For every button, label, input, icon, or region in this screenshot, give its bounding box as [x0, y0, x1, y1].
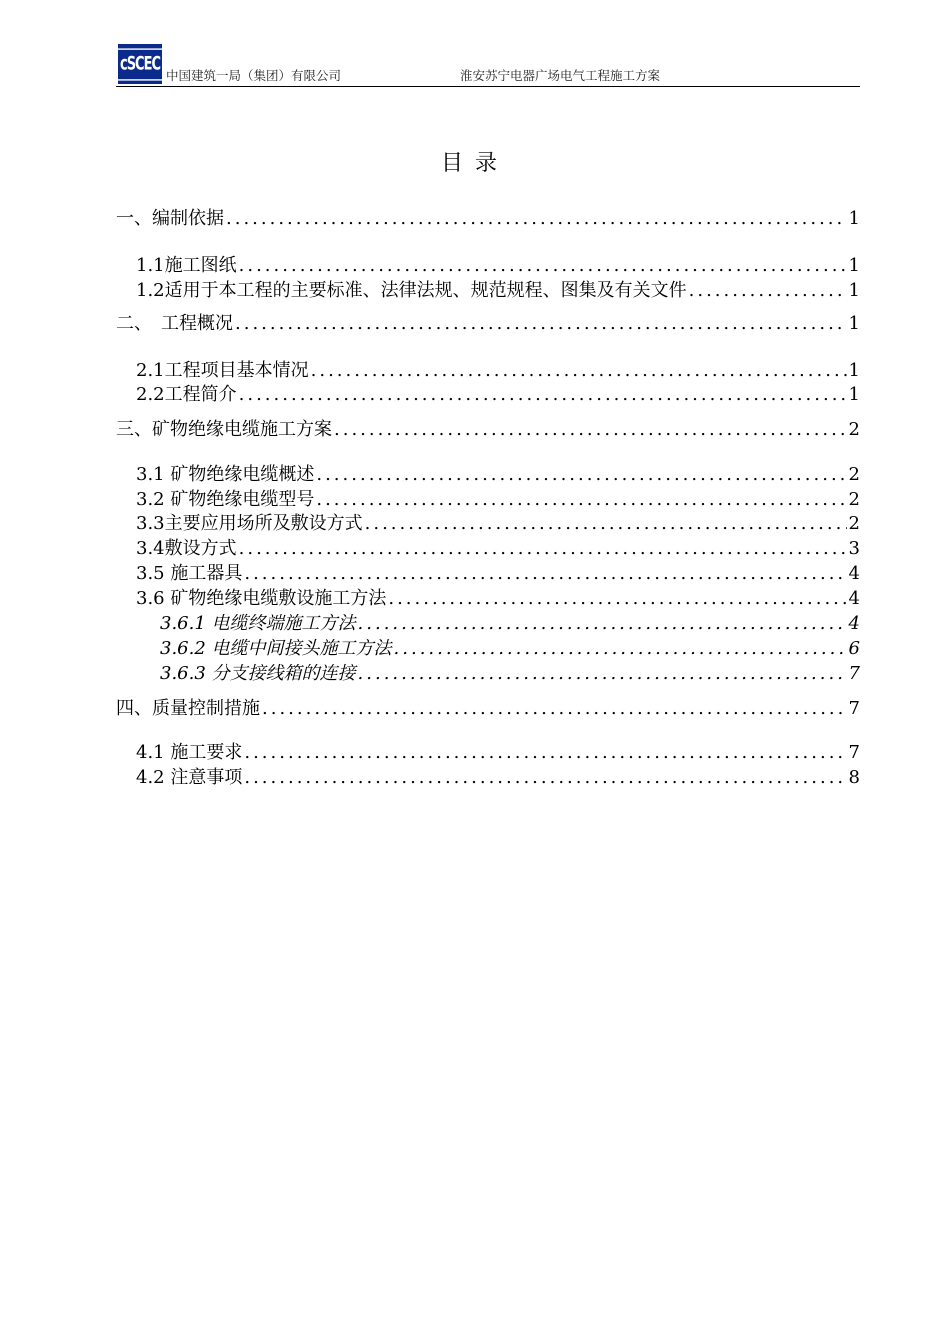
- toc-entry-label: 一、编制依据: [116, 208, 224, 229]
- company-name: 中国建筑一局（集团）有限公司: [166, 68, 342, 83]
- toc-entry-page: 4: [848, 588, 860, 609]
- page-header: [116, 44, 860, 87]
- toc-entry-page: 1: [848, 280, 860, 301]
- toc-entry[interactable]: [116, 587, 860, 611]
- toc-entry-page: 2: [848, 419, 860, 440]
- toc-entry-label: 二、 工程概况: [116, 313, 233, 334]
- toc-entry-label: 三、矿物绝缘电缆施工方案: [116, 419, 332, 440]
- toc-entry[interactable]: [116, 537, 860, 561]
- toc-entry-label: 四、质量控制措施: [116, 698, 260, 719]
- toc-entry-label: 1.1施工图纸: [136, 255, 237, 276]
- toc-leader-dots: [689, 279, 847, 303]
- toc-entry-page: 1: [848, 255, 860, 276]
- project-name: 淮安苏宁电器广场电气工程施工方案: [460, 68, 661, 83]
- toc-entry-label: 3.1 矿物绝缘电缆概述: [136, 464, 315, 485]
- toc-title: 目录: [440, 151, 509, 176]
- toc-leader-dots: [244, 562, 846, 586]
- toc-leader-dots: [358, 662, 847, 686]
- toc-entry[interactable]: [116, 418, 860, 442]
- toc-leader-dots: [316, 488, 846, 512]
- toc-entry-label: 3.6.3 分支接线箱的连接: [160, 663, 356, 684]
- toc-entry[interactable]: [116, 207, 860, 231]
- toc-leader-dots: [244, 741, 846, 765]
- toc-entry-page: 6: [848, 638, 860, 659]
- toc-entry-label: 1.2适用于本工程的主要标准、法律法规、规范规程、图集及有关文件: [136, 280, 687, 301]
- toc-entry-page: 8: [848, 767, 860, 788]
- toc-entry-page: 1: [848, 208, 860, 229]
- toc-leader-dots: [358, 612, 847, 636]
- toc-entry-label: 2.2工程简介: [136, 384, 237, 405]
- toc-leader-dots: [311, 359, 847, 383]
- toc-entry-page: 7: [848, 742, 860, 763]
- toc-leader-dots: [239, 383, 847, 407]
- toc-entry-label: 2.1工程项目基本情况: [136, 360, 309, 381]
- toc-entry-page: 2: [848, 489, 860, 510]
- logo-text: cSCEC: [117, 48, 163, 80]
- toc-leader-dots: [262, 697, 847, 721]
- toc-entry[interactable]: [116, 766, 860, 790]
- toc-entry[interactable]: [116, 562, 860, 586]
- toc-entry-page: 3: [848, 538, 860, 559]
- toc-entry[interactable]: [116, 254, 860, 278]
- toc-entry[interactable]: [116, 383, 860, 407]
- toc-entry-page: 1: [848, 384, 860, 405]
- toc-leader-dots: [244, 766, 846, 790]
- toc-entry[interactable]: [116, 279, 860, 303]
- toc-leader-dots: [226, 207, 847, 231]
- toc-entry-page: 1: [848, 360, 860, 381]
- toc-entry-page: 7: [848, 698, 860, 719]
- toc-entry-page: 4: [848, 613, 860, 634]
- toc-entry-label: 4.2 注意事项: [136, 767, 243, 788]
- toc-leader-dots: [316, 463, 846, 487]
- toc-entry[interactable]: [116, 662, 860, 686]
- toc-entry[interactable]: [116, 697, 860, 721]
- toc-entry-page: 1: [848, 313, 860, 334]
- toc-entry-label: 3.6.2 电缆中间接头施工方法: [160, 638, 392, 659]
- toc-entry[interactable]: [116, 612, 860, 636]
- toc-entry-label: 4.1 施工要求: [136, 742, 243, 763]
- toc-entry[interactable]: [116, 463, 860, 487]
- toc-leader-dots: [239, 254, 847, 278]
- toc-entry[interactable]: [116, 637, 860, 661]
- toc-entry-page: 4: [848, 563, 860, 584]
- toc-entry[interactable]: [116, 312, 860, 336]
- toc-entry-page: 2: [848, 513, 860, 534]
- toc-entry[interactable]: [116, 359, 860, 383]
- toc-entry-label: 3.6 矿物绝缘电缆敷设施工方法: [136, 588, 387, 609]
- cscec-logo-icon: [118, 44, 162, 84]
- toc-entry-label: 3.6.1 电缆终端施工方法: [160, 613, 356, 634]
- toc-leader-dots: [365, 512, 847, 536]
- toc-leader-dots: [235, 312, 847, 336]
- toc-leader-dots: [394, 637, 847, 661]
- toc-entry-label: 3.2 矿物绝缘电缆型号: [136, 489, 315, 510]
- toc-leader-dots: [239, 537, 847, 561]
- toc-entry[interactable]: [116, 488, 860, 512]
- toc-leader-dots: [334, 418, 847, 442]
- toc-entry[interactable]: [116, 512, 860, 536]
- toc-entry-page: 7: [848, 663, 860, 684]
- toc-entry[interactable]: [116, 741, 860, 765]
- toc-entry-label: 3.4敷设方式: [136, 538, 237, 559]
- toc-entry-page: 2: [848, 464, 860, 485]
- toc-leader-dots: [388, 587, 846, 611]
- toc-entry-label: 3.5 施工器具: [136, 563, 243, 584]
- toc-entry-label: 3.3主要应用场所及敷设方式: [136, 513, 363, 534]
